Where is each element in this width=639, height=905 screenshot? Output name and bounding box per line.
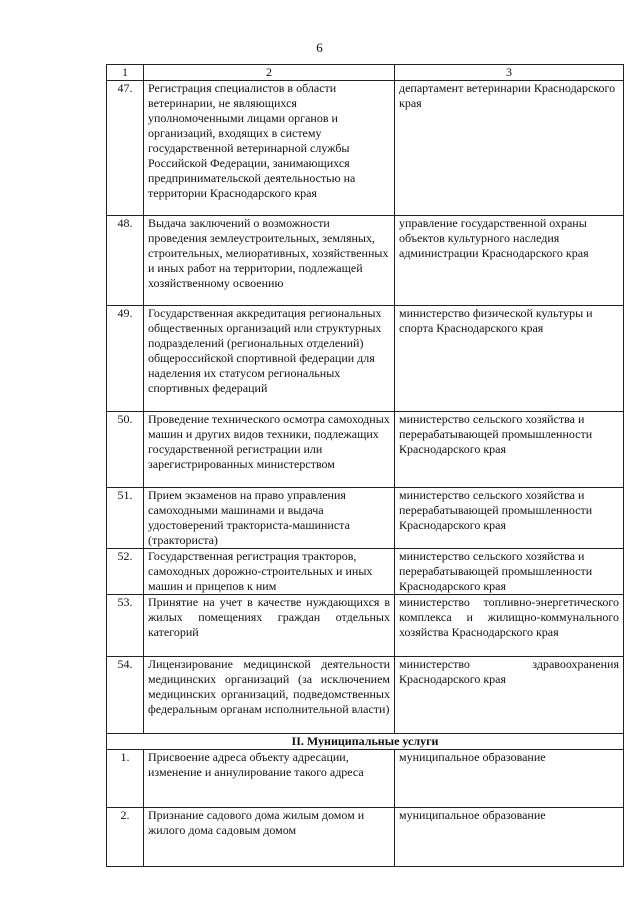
responsible-authority: управление государственной охраны объектов культурного наследия администрации Краснодарского края [395,216,624,306]
row-number: 47. [107,81,144,216]
table-row [107,488,624,549]
service-name: Выдача заключений о возможности проведения землеустроительных, земляных, строительных, мелиоративных, хозяйственных и иных работ на территории, подлежащей хозяйственному освоению [144,216,395,306]
service-name: Государственная регистрация тракторов, самоходных дорожно-строительных и иных машин и прицепов к ним [144,549,395,595]
header-cell-authority: 3 [395,65,624,81]
row-number: 48. [107,216,144,306]
table-row [107,549,624,595]
responsible-authority: министерство сельского хозяйства и перерабатывающей промышленности Краснодарского края [395,488,624,549]
responsible-authority: министерство здравоохранения Краснодарского края [395,657,624,734]
responsible-authority: муниципальное образование [395,750,624,808]
table-row [107,412,624,488]
service-name: Государственная аккредитация региональных общественных организаций или структурных подразделений (региональных отделений) общероссийской спортивной федерации для наделения их статусом региональных спортивных федераций [144,306,395,412]
responsible-authority: департамент ветеринарии Краснодарского края [395,81,624,216]
responsible-authority: министерство физической культуры и спорта Краснодарского края [395,306,624,412]
header-cell-service: 2 [144,65,395,81]
table-row [107,750,624,808]
table-row [107,306,624,412]
responsible-authority: министерство сельского хозяйства и перерабатывающей промышленности Краснодарского края [395,412,624,488]
responsible-authority: муниципальное образование [395,808,624,867]
row-number: 50. [107,412,144,488]
table-row [107,216,624,306]
service-name: Регистрация специалистов в области ветеринарии, не являющихся уполномоченными лицами органов и организаций, входящих в систему государственной ветеринарной службы Российской Федерации, занимающихся предпринимательской деятельностью на территории Краснодарского края [144,81,395,216]
service-name: Принятие на учет в качестве нуждающихся в жилых помещениях граждан отдельных категорий [144,595,395,657]
row-number: 52. [107,549,144,595]
table-row [107,595,624,657]
services-table [106,64,624,867]
section-title: II. Муниципальные услуги [107,734,624,750]
table-row [107,81,624,216]
row-number: 54. [107,657,144,734]
row-number: 1. [107,750,144,808]
section-header-row [107,734,624,750]
row-number: 51. [107,488,144,549]
table-row [107,808,624,867]
header-row [107,65,624,81]
service-name: Прием экзаменов на право управления самоходными машинами и выдача удостоверений тракториста-машиниста (тракториста) [144,488,395,549]
service-name: Проведение технического осмотра самоходных машин и других видов техники, подлежащих государственной регистрации или зарегистрированных министерством [144,412,395,488]
table-row [107,657,624,734]
row-number: 53. [107,595,144,657]
service-name: Лицензирование медицинской деятельности медицинских организаций (за исключением медицинских организаций, подведомственных федеральным органам исполнительной власти) [144,657,395,734]
responsible-authority: министерство сельского хозяйства и перерабатывающей промышленности Краснодарского края [395,549,624,595]
row-number: 2. [107,808,144,867]
responsible-authority: министерство топливно-энергетического комплекса и жилищно-коммунального хозяйства Краснодарского края [395,595,624,657]
service-name: Признание садового дома жилым домом и жилого дома садовым домом [144,808,395,867]
row-number: 49. [107,306,144,412]
service-name: Присвоение адреса объекту адресации, изменение и аннулирование такого адреса [144,750,395,808]
header-cell-number: 1 [107,65,144,81]
page-number: 6 [316,40,323,55]
